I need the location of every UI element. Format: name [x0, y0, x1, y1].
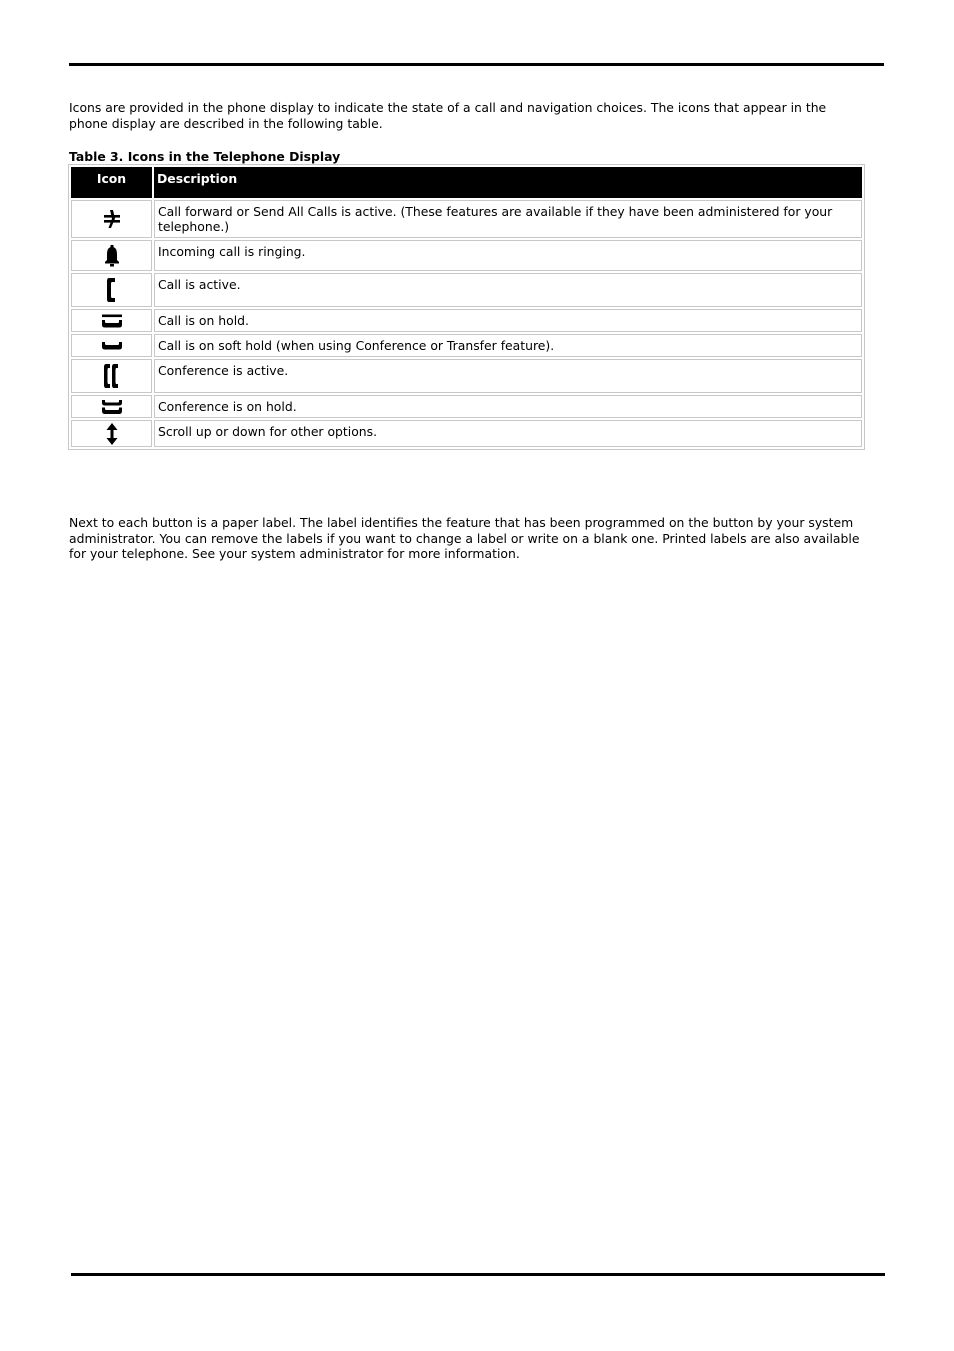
- scroll-up-down-icon: [106, 423, 118, 445]
- icon-cell: [71, 395, 152, 418]
- table-row: [71, 395, 862, 418]
- icons-table: [68, 164, 865, 450]
- table-row: [71, 359, 862, 393]
- icon-cell: [71, 334, 152, 357]
- table-row: [71, 273, 862, 307]
- icon-cell: [71, 200, 152, 238]
- footer-rule: [71, 1273, 885, 1276]
- labels-paragraph: Next to each button is a paper label. The label identifies the feature that has been programmed on the button by your system administrator. You can remove the labels if you want to change a label or write on a blank one. Printed labels are also available for your telephone. See your system administrator for more information.: [69, 515, 860, 561]
- description-cell: Incoming call is ringing.: [154, 240, 862, 271]
- description-cell: Conference is on hold.: [154, 395, 862, 418]
- icon-cell: [71, 359, 152, 393]
- table-row: [71, 334, 862, 357]
- description-cell: Call is on hold.: [154, 309, 862, 332]
- intro-paragraph: Icons are provided in the phone display to indicate the state of a call and navigation choices. The icons that appear in the phone display are described in the following table.: [69, 100, 827, 131]
- column-header-icon: Icon: [71, 167, 152, 198]
- description-cell: Call is active.: [154, 273, 862, 307]
- table-caption: Table 3. Icons in the Telephone Display: [69, 149, 341, 164]
- soft-hold-icon: [101, 341, 123, 351]
- hold-icon: [101, 314, 123, 328]
- conference-icon: [103, 363, 121, 389]
- icon-cell: [71, 309, 152, 332]
- description-cell: Scroll up or down for other options.: [154, 420, 862, 447]
- call-forward-icon: [103, 209, 121, 229]
- bell-icon: [104, 245, 120, 267]
- description-cell: Call is on soft hold (when using Conference or Transfer feature).: [154, 334, 862, 357]
- conference-hold-icon: [101, 399, 123, 415]
- icon-cell: [71, 420, 152, 447]
- table-row: [71, 200, 862, 238]
- description-cell: Conference is active.: [154, 359, 862, 393]
- table-row: [71, 420, 862, 447]
- handset-icon: [106, 277, 118, 303]
- icon-cell: [71, 273, 152, 307]
- icon-cell: [71, 240, 152, 271]
- table-row: [71, 240, 862, 271]
- description-cell: Call forward or Send All Calls is active. (These features are available if they have been administered for your telephone.): [154, 200, 862, 238]
- table-row: [71, 309, 862, 332]
- table-header-row: [71, 167, 862, 198]
- column-header-description: Description: [154, 167, 862, 198]
- header-rule: [69, 63, 884, 66]
